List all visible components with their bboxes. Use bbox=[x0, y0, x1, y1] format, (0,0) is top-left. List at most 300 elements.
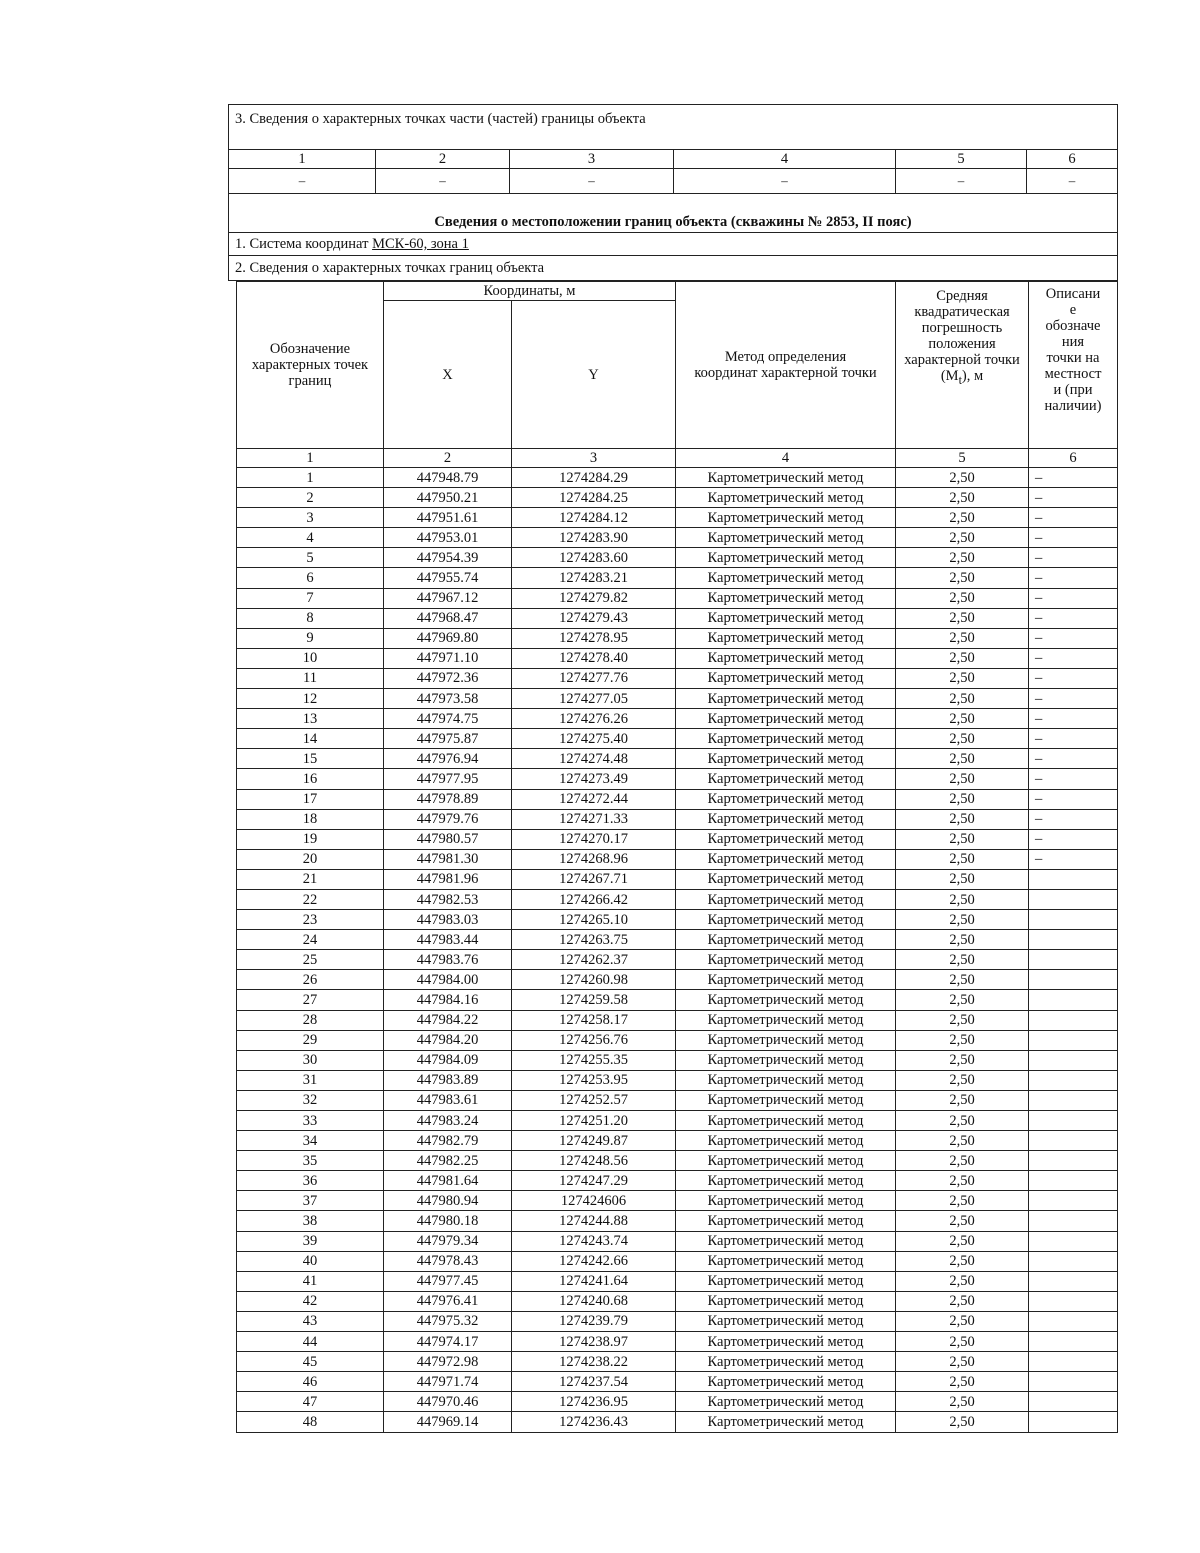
table-row bbox=[237, 548, 1118, 568]
section3-title: 3. Сведения о характерных точках части (частей) границы объекта bbox=[229, 105, 1118, 150]
table-row bbox=[237, 950, 1118, 970]
y-coordinate-cell: 1274256.76 bbox=[512, 1030, 676, 1050]
point-number-cell: 25 bbox=[237, 950, 384, 970]
y-coordinate-cell: 1274284.29 bbox=[512, 468, 676, 488]
accuracy-cell: 2,50 bbox=[896, 729, 1029, 749]
point-number-cell: 1 bbox=[237, 468, 384, 488]
description-cell: – bbox=[1029, 468, 1118, 488]
method-cell: Картометрический метод bbox=[676, 1372, 896, 1392]
x-coordinate-cell: 447980.57 bbox=[384, 829, 512, 849]
point-number-cell: 36 bbox=[237, 1171, 384, 1191]
method-cell: Картометрический метод bbox=[676, 588, 896, 608]
table-row bbox=[237, 769, 1118, 789]
header-accuracy bbox=[896, 282, 1029, 449]
y-coordinate-cell: 1274252.57 bbox=[512, 1090, 676, 1110]
y-coordinate-cell: 1274253.95 bbox=[512, 1070, 676, 1090]
x-coordinate-cell: 447954.39 bbox=[384, 548, 512, 568]
point-number-cell: 7 bbox=[237, 588, 384, 608]
description-cell: – bbox=[1029, 488, 1118, 508]
y-coordinate-cell: 1274241.64 bbox=[512, 1271, 676, 1291]
method-cell: Картометрический метод bbox=[676, 1090, 896, 1110]
y-coordinate-cell: 1274277.76 bbox=[512, 668, 676, 688]
method-cell: Картометрический метод bbox=[676, 1251, 896, 1271]
table-row bbox=[237, 1111, 1118, 1131]
empty-cell: – bbox=[896, 169, 1027, 194]
x-coordinate-cell: 447978.89 bbox=[384, 789, 512, 809]
empty-cell: – bbox=[229, 169, 376, 194]
method-cell: Картометрический метод bbox=[676, 749, 896, 769]
col-number: 1 bbox=[237, 449, 384, 468]
point-number-cell: 31 bbox=[237, 1070, 384, 1090]
y-coordinate-cell: 1274276.26 bbox=[512, 709, 676, 729]
x-coordinate-cell: 447967.12 bbox=[384, 588, 512, 608]
method-cell: Картометрический метод bbox=[676, 970, 896, 990]
table-row bbox=[237, 1251, 1118, 1271]
point-number-cell: 22 bbox=[237, 889, 384, 909]
y-coordinate-cell: 1274267.71 bbox=[512, 869, 676, 889]
accuracy-cell: 2,50 bbox=[896, 930, 1029, 950]
method-cell: Картометрический метод bbox=[676, 648, 896, 668]
table-row bbox=[237, 1171, 1118, 1191]
point-number-cell: 38 bbox=[237, 1211, 384, 1231]
table-row bbox=[237, 468, 1118, 488]
y-coordinate-cell: 1274243.74 bbox=[512, 1231, 676, 1251]
y-coordinate-cell: 1274270.17 bbox=[512, 829, 676, 849]
description-cell: – bbox=[1029, 789, 1118, 809]
section2-title: 2. Сведения о характерных точках границ объекта bbox=[229, 256, 1118, 281]
point-number-cell: 34 bbox=[237, 1131, 384, 1151]
method-cell: Картометрический метод bbox=[676, 1171, 896, 1191]
point-number-cell: 46 bbox=[237, 1372, 384, 1392]
section3-empty-row bbox=[229, 169, 1118, 194]
accuracy-cell: 2,50 bbox=[896, 668, 1029, 688]
description-cell: – bbox=[1029, 769, 1118, 789]
description-cell bbox=[1029, 910, 1118, 930]
table-row bbox=[237, 809, 1118, 829]
x-coordinate-cell: 447983.24 bbox=[384, 1111, 512, 1131]
method-cell: Картометрический метод bbox=[676, 608, 896, 628]
method-cell: Картометрический метод bbox=[676, 1030, 896, 1050]
boundary-points-table bbox=[236, 281, 1118, 1433]
accuracy-cell: 2,50 bbox=[896, 829, 1029, 849]
col-number: 4 bbox=[676, 449, 896, 468]
accuracy-cell: 2,50 bbox=[896, 1090, 1029, 1110]
header-coords: Координаты, м bbox=[384, 282, 676, 301]
description-cell bbox=[1029, 1050, 1118, 1070]
method-cell: Картометрический метод bbox=[676, 1392, 896, 1412]
description-cell bbox=[1029, 1271, 1118, 1291]
y-coordinate-cell: 1274284.25 bbox=[512, 488, 676, 508]
header-accuracy-tail: ), м bbox=[961, 368, 984, 384]
x-coordinate-cell: 447976.94 bbox=[384, 749, 512, 769]
point-number-cell: 47 bbox=[237, 1392, 384, 1412]
accuracy-cell: 2,50 bbox=[896, 1372, 1029, 1392]
point-number-cell: 23 bbox=[237, 910, 384, 930]
empty-cell: – bbox=[376, 169, 510, 194]
point-number-cell: 11 bbox=[237, 668, 384, 688]
header-point: Обозначение характерных точек границ bbox=[237, 282, 384, 449]
y-coordinate-cell: 127424606 bbox=[512, 1191, 676, 1211]
point-number-cell: 30 bbox=[237, 1050, 384, 1070]
y-coordinate-cell: 1274275.40 bbox=[512, 729, 676, 749]
point-number-cell: 33 bbox=[237, 1111, 384, 1131]
x-coordinate-cell: 447976.41 bbox=[384, 1291, 512, 1311]
method-cell: Картометрический метод bbox=[676, 1151, 896, 1171]
x-coordinate-cell: 447982.25 bbox=[384, 1151, 512, 1171]
accuracy-cell: 2,50 bbox=[896, 468, 1029, 488]
accuracy-cell: 2,50 bbox=[896, 508, 1029, 528]
accuracy-cell: 2,50 bbox=[896, 970, 1029, 990]
x-coordinate-cell: 447969.14 bbox=[384, 1412, 512, 1432]
col-number: 5 bbox=[896, 449, 1029, 468]
y-coordinate-cell: 1274271.33 bbox=[512, 809, 676, 829]
col-number: 1 bbox=[229, 150, 376, 169]
x-coordinate-cell: 447983.76 bbox=[384, 950, 512, 970]
header-method: Метод определения координат характерной точки bbox=[676, 282, 896, 449]
accuracy-cell: 2,50 bbox=[896, 1311, 1029, 1331]
accuracy-cell: 2,50 bbox=[896, 1231, 1029, 1251]
col-number: 6 bbox=[1027, 150, 1118, 169]
x-coordinate-cell: 447953.01 bbox=[384, 528, 512, 548]
table-row bbox=[237, 789, 1118, 809]
coord-system-prefix: 1. Система координат bbox=[235, 236, 373, 252]
x-coordinate-cell: 447951.61 bbox=[384, 508, 512, 528]
description-cell: – bbox=[1029, 608, 1118, 628]
point-number-cell: 19 bbox=[237, 829, 384, 849]
accuracy-cell: 2,50 bbox=[896, 1191, 1029, 1211]
method-cell: Картометрический метод bbox=[676, 468, 896, 488]
x-coordinate-cell: 447983.61 bbox=[384, 1090, 512, 1110]
y-coordinate-cell: 1274272.44 bbox=[512, 789, 676, 809]
accuracy-cell: 2,50 bbox=[896, 608, 1029, 628]
x-coordinate-cell: 447984.09 bbox=[384, 1050, 512, 1070]
x-coordinate-cell: 447981.96 bbox=[384, 869, 512, 889]
y-coordinate-cell: 1274273.49 bbox=[512, 769, 676, 789]
y-coordinate-cell: 1274260.98 bbox=[512, 970, 676, 990]
table-row bbox=[237, 1151, 1118, 1171]
point-number-cell: 5 bbox=[237, 548, 384, 568]
description-cell bbox=[1029, 1111, 1118, 1131]
header-accuracy-main: Средняя квадратическая погрешность положения характерной точки (M bbox=[904, 288, 1020, 384]
table-row bbox=[237, 1372, 1118, 1392]
x-coordinate-cell: 447984.22 bbox=[384, 1010, 512, 1030]
accuracy-cell: 2,50 bbox=[896, 769, 1029, 789]
header-x: X bbox=[384, 301, 512, 449]
table-row bbox=[237, 709, 1118, 729]
table-row bbox=[237, 1412, 1118, 1432]
document-page bbox=[228, 104, 1117, 1433]
y-coordinate-cell: 1274236.95 bbox=[512, 1392, 676, 1412]
table-row bbox=[237, 608, 1118, 628]
accuracy-cell: 2,50 bbox=[896, 588, 1029, 608]
description-cell bbox=[1029, 1311, 1118, 1331]
method-cell: Картометрический метод bbox=[676, 729, 896, 749]
y-coordinate-cell: 1274283.60 bbox=[512, 548, 676, 568]
y-coordinate-cell: 1274247.29 bbox=[512, 1171, 676, 1191]
table-row bbox=[237, 1030, 1118, 1050]
y-coordinate-cell: 1274265.10 bbox=[512, 910, 676, 930]
y-coordinate-cell: 1274237.54 bbox=[512, 1372, 676, 1392]
x-coordinate-cell: 447974.75 bbox=[384, 709, 512, 729]
description-cell: – bbox=[1029, 568, 1118, 588]
table-row bbox=[237, 990, 1118, 1010]
accuracy-cell: 2,50 bbox=[896, 749, 1029, 769]
accuracy-cell: 2,50 bbox=[896, 789, 1029, 809]
description-cell bbox=[1029, 1030, 1118, 1050]
accuracy-cell: 2,50 bbox=[896, 1050, 1029, 1070]
method-cell: Картометрический метод bbox=[676, 668, 896, 688]
y-coordinate-cell: 1274278.40 bbox=[512, 648, 676, 668]
method-cell: Картометрический метод bbox=[676, 1311, 896, 1331]
method-cell: Картометрический метод bbox=[676, 809, 896, 829]
accuracy-cell: 2,50 bbox=[896, 910, 1029, 930]
method-cell: Картометрический метод bbox=[676, 709, 896, 729]
x-coordinate-cell: 447948.79 bbox=[384, 468, 512, 488]
table-row bbox=[237, 910, 1118, 930]
method-cell: Картометрический метод bbox=[676, 568, 896, 588]
point-number-cell: 15 bbox=[237, 749, 384, 769]
point-number-cell: 32 bbox=[237, 1090, 384, 1110]
table-row bbox=[237, 668, 1118, 688]
point-number-cell: 48 bbox=[237, 1412, 384, 1432]
accuracy-cell: 2,50 bbox=[896, 1251, 1029, 1271]
description-cell bbox=[1029, 1211, 1118, 1231]
y-coordinate-cell: 1274238.22 bbox=[512, 1352, 676, 1372]
table-row bbox=[237, 1392, 1118, 1412]
point-number-cell: 21 bbox=[237, 869, 384, 889]
point-number-cell: 42 bbox=[237, 1291, 384, 1311]
method-cell: Картометрический метод bbox=[676, 910, 896, 930]
description-cell bbox=[1029, 1412, 1118, 1432]
method-cell: Картометрический метод bbox=[676, 1412, 896, 1432]
accuracy-cell: 2,50 bbox=[896, 1010, 1029, 1030]
accuracy-cell: 2,50 bbox=[896, 1111, 1029, 1131]
accuracy-cell: 2,50 bbox=[896, 869, 1029, 889]
description-cell bbox=[1029, 1171, 1118, 1191]
table-row bbox=[237, 1211, 1118, 1231]
method-cell: Картометрический метод bbox=[676, 508, 896, 528]
point-number-cell: 35 bbox=[237, 1151, 384, 1171]
x-coordinate-cell: 447978.43 bbox=[384, 1251, 512, 1271]
accuracy-cell: 2,50 bbox=[896, 709, 1029, 729]
accuracy-cell: 2,50 bbox=[896, 1271, 1029, 1291]
point-number-cell: 28 bbox=[237, 1010, 384, 1030]
method-cell: Картометрический метод bbox=[676, 488, 896, 508]
description-cell bbox=[1029, 1332, 1118, 1352]
point-number-cell: 9 bbox=[237, 628, 384, 648]
y-coordinate-cell: 1274278.95 bbox=[512, 628, 676, 648]
table-row bbox=[237, 689, 1118, 709]
x-coordinate-cell: 447984.16 bbox=[384, 990, 512, 1010]
method-cell: Картометрический метод bbox=[676, 1010, 896, 1030]
method-cell: Картометрический метод bbox=[676, 769, 896, 789]
description-cell bbox=[1029, 1070, 1118, 1090]
method-cell: Картометрический метод bbox=[676, 829, 896, 849]
point-number-cell: 29 bbox=[237, 1030, 384, 1050]
y-coordinate-cell: 1274262.37 bbox=[512, 950, 676, 970]
header-description: Описани е обозначе ния точки на местност и (при наличии) bbox=[1029, 282, 1118, 449]
table-row bbox=[237, 729, 1118, 749]
table-row bbox=[237, 1352, 1118, 1372]
description-cell: – bbox=[1029, 809, 1118, 829]
table-row bbox=[237, 1090, 1118, 1110]
table-row bbox=[237, 889, 1118, 909]
y-coordinate-cell: 1274251.20 bbox=[512, 1111, 676, 1131]
point-number-cell: 17 bbox=[237, 789, 384, 809]
method-cell: Картометрический метод bbox=[676, 1231, 896, 1251]
accuracy-cell: 2,50 bbox=[896, 1070, 1029, 1090]
description-cell: – bbox=[1029, 849, 1118, 869]
description-cell bbox=[1029, 869, 1118, 889]
description-cell bbox=[1029, 1231, 1118, 1251]
method-cell: Картометрический метод bbox=[676, 889, 896, 909]
point-number-cell: 24 bbox=[237, 930, 384, 950]
x-coordinate-cell: 447982.79 bbox=[384, 1131, 512, 1151]
x-coordinate-cell: 447970.46 bbox=[384, 1392, 512, 1412]
x-coordinate-cell: 447981.64 bbox=[384, 1171, 512, 1191]
x-coordinate-cell: 447980.18 bbox=[384, 1211, 512, 1231]
section3-table bbox=[228, 104, 1118, 281]
col-number: 2 bbox=[376, 150, 510, 169]
x-coordinate-cell: 447971.74 bbox=[384, 1372, 512, 1392]
x-coordinate-cell: 447983.03 bbox=[384, 910, 512, 930]
accuracy-cell: 2,50 bbox=[896, 1171, 1029, 1191]
table-row bbox=[237, 869, 1118, 889]
y-coordinate-cell: 1274274.48 bbox=[512, 749, 676, 769]
x-coordinate-cell: 447975.32 bbox=[384, 1311, 512, 1331]
point-number-cell: 16 bbox=[237, 769, 384, 789]
description-cell bbox=[1029, 950, 1118, 970]
method-cell: Картометрический метод bbox=[676, 1352, 896, 1372]
table-row bbox=[237, 1131, 1118, 1151]
y-coordinate-cell: 1274249.87 bbox=[512, 1131, 676, 1151]
description-cell: – bbox=[1029, 548, 1118, 568]
point-number-cell: 13 bbox=[237, 709, 384, 729]
col-number: 4 bbox=[674, 150, 896, 169]
x-coordinate-cell: 447982.53 bbox=[384, 889, 512, 909]
y-coordinate-cell: 1274279.43 bbox=[512, 608, 676, 628]
description-cell bbox=[1029, 1191, 1118, 1211]
accuracy-cell: 2,50 bbox=[896, 1352, 1029, 1372]
accuracy-cell: 2,50 bbox=[896, 809, 1029, 829]
table-row bbox=[237, 749, 1118, 769]
x-coordinate-cell: 447983.89 bbox=[384, 1070, 512, 1090]
y-coordinate-cell: 1274263.75 bbox=[512, 930, 676, 950]
col-number: 3 bbox=[510, 150, 674, 169]
method-cell: Картометрический метод bbox=[676, 950, 896, 970]
description-cell: – bbox=[1029, 648, 1118, 668]
x-coordinate-cell: 447971.10 bbox=[384, 648, 512, 668]
point-number-cell: 12 bbox=[237, 689, 384, 709]
x-coordinate-cell: 447974.17 bbox=[384, 1332, 512, 1352]
table-row bbox=[237, 1050, 1118, 1070]
section3-col-numbers bbox=[229, 150, 1118, 169]
y-coordinate-cell: 1274242.66 bbox=[512, 1251, 676, 1271]
table-row bbox=[237, 1070, 1118, 1090]
description-cell bbox=[1029, 1251, 1118, 1271]
x-coordinate-cell: 447980.94 bbox=[384, 1191, 512, 1211]
method-cell: Картометрический метод bbox=[676, 1111, 896, 1131]
accuracy-cell: 2,50 bbox=[896, 1412, 1029, 1432]
method-cell: Картометрический метод bbox=[676, 849, 896, 869]
x-coordinate-cell: 447981.30 bbox=[384, 849, 512, 869]
table-row bbox=[237, 1231, 1118, 1251]
x-coordinate-cell: 447983.44 bbox=[384, 930, 512, 950]
method-cell: Картометрический метод bbox=[676, 548, 896, 568]
point-number-cell: 8 bbox=[237, 608, 384, 628]
description-cell bbox=[1029, 1131, 1118, 1151]
point-number-cell: 44 bbox=[237, 1332, 384, 1352]
accuracy-cell: 2,50 bbox=[896, 628, 1029, 648]
accuracy-cell: 2,50 bbox=[896, 1332, 1029, 1352]
point-number-cell: 3 bbox=[237, 508, 384, 528]
method-cell: Картометрический метод bbox=[676, 528, 896, 548]
description-cell: – bbox=[1029, 528, 1118, 548]
accuracy-cell: 2,50 bbox=[896, 1030, 1029, 1050]
method-cell: Картометрический метод bbox=[676, 990, 896, 1010]
coord-system-value: МСК-60, зона 1 bbox=[372, 236, 469, 252]
accuracy-cell: 2,50 bbox=[896, 1211, 1029, 1231]
y-coordinate-cell: 1274279.82 bbox=[512, 588, 676, 608]
method-cell: Картометрический метод bbox=[676, 930, 896, 950]
point-number-cell: 41 bbox=[237, 1271, 384, 1291]
accuracy-cell: 2,50 bbox=[896, 488, 1029, 508]
table-row bbox=[237, 1311, 1118, 1331]
table-row bbox=[237, 588, 1118, 608]
coord-system bbox=[229, 233, 1118, 256]
description-cell bbox=[1029, 1372, 1118, 1392]
y-coordinate-cell: 1274255.35 bbox=[512, 1050, 676, 1070]
point-number-cell: 26 bbox=[237, 970, 384, 990]
point-number-cell: 4 bbox=[237, 528, 384, 548]
y-coordinate-cell: 1274266.42 bbox=[512, 889, 676, 909]
method-cell: Картометрический метод bbox=[676, 869, 896, 889]
description-cell bbox=[1029, 1010, 1118, 1030]
method-cell: Картометрический метод bbox=[676, 689, 896, 709]
description-cell bbox=[1029, 970, 1118, 990]
description-cell bbox=[1029, 1090, 1118, 1110]
col-number: 2 bbox=[384, 449, 512, 468]
description-cell bbox=[1029, 930, 1118, 950]
y-coordinate-cell: 1274244.88 bbox=[512, 1211, 676, 1231]
accuracy-cell: 2,50 bbox=[896, 1291, 1029, 1311]
method-cell: Картометрический метод bbox=[676, 1050, 896, 1070]
y-coordinate-cell: 1274283.90 bbox=[512, 528, 676, 548]
x-coordinate-cell: 447984.20 bbox=[384, 1030, 512, 1050]
point-number-cell: 45 bbox=[237, 1352, 384, 1372]
table-row bbox=[237, 508, 1118, 528]
accuracy-cell: 2,50 bbox=[896, 849, 1029, 869]
method-cell: Картометрический метод bbox=[676, 1070, 896, 1090]
y-coordinate-cell: 1274283.21 bbox=[512, 568, 676, 588]
table-row bbox=[237, 970, 1118, 990]
x-coordinate-cell: 447977.45 bbox=[384, 1271, 512, 1291]
description-cell: – bbox=[1029, 588, 1118, 608]
description-cell: – bbox=[1029, 628, 1118, 648]
table-row bbox=[237, 648, 1118, 668]
table-row bbox=[237, 528, 1118, 548]
x-coordinate-cell: 447973.58 bbox=[384, 689, 512, 709]
method-cell: Картометрический метод bbox=[676, 789, 896, 809]
x-coordinate-cell: 447975.87 bbox=[384, 729, 512, 749]
description-cell bbox=[1029, 1392, 1118, 1412]
col-number: 6 bbox=[1029, 449, 1118, 468]
method-cell: Картометрический метод bbox=[676, 1211, 896, 1231]
y-coordinate-cell: 1274236.43 bbox=[512, 1412, 676, 1432]
table-row bbox=[237, 488, 1118, 508]
header-y: Y bbox=[512, 301, 676, 449]
description-cell: – bbox=[1029, 709, 1118, 729]
